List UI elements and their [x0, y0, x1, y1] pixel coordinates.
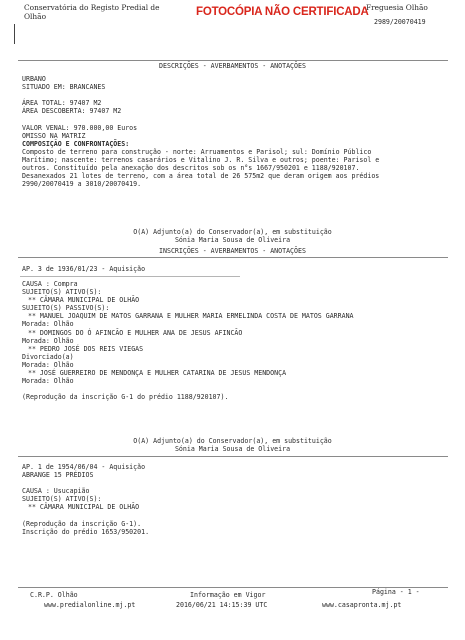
footer-site-casapronta[interactable]: www.casapronta.mj.pt	[322, 601, 402, 609]
composicao-line: 2990/20070419 a 3010/20070419.	[22, 180, 142, 189]
ap-line: Morada: Olhão	[22, 377, 74, 386]
footer-datetime: 2016/06/21 14:15:39 UTC	[176, 601, 268, 609]
ap-line	[22, 479, 149, 487]
parish-label: Freguesia Olhão	[366, 3, 428, 12]
inscricoes-divider	[18, 257, 448, 258]
descricoes-signature-role: O(A) Adjunto(a) do Conservador(a), em substituição	[133, 228, 332, 236]
ap1-signature-name: Sónia Maria Sousa de Oliveira	[174, 445, 291, 453]
scan-mark	[14, 24, 15, 44]
footer-office: C.R.P. Olhão	[30, 591, 78, 599]
ap1-details	[22, 280, 354, 401]
ap-party: ** CÂMARA MUNICIPAL DE OLHÃO	[28, 503, 140, 512]
field-line: ÁREA DESCOBERTA: 97407 M2	[22, 107, 122, 116]
descricoes-fields	[22, 75, 379, 188]
footer-info: Informação em Vigor	[190, 591, 266, 599]
ap-line: Inscrição do prédio 1653/950201.	[22, 527, 150, 536]
property-reference: 2989/20070419	[374, 18, 426, 26]
descricoes-signature-name: Sónia Maria Sousa de Oliveira	[174, 236, 291, 244]
field-line: URBANO	[22, 75, 46, 83]
footer-page-number: Página - 1 -	[372, 588, 420, 596]
ap-heading: AP. 3 de 1936/01/23 - Aquisição	[22, 265, 146, 273]
composicao-line: Marítimo; nascente: terrenos casarários e Vitalino J. R. Silva e outros; poente: Parisol e	[22, 155, 380, 164]
ap-line: Morada: Olhão	[22, 336, 74, 345]
ap-line	[22, 511, 149, 519]
ap-party: ** MANUEL JOAQUIM DE MATOS GARRANA E MULHER MARIA ERMELINDA COSTA DE MATOS GARRANA	[28, 312, 354, 321]
ap-line: ABRANGE 15 PRÉDIOS	[22, 471, 94, 479]
descricoes-title: DESCRIÇÕES - AVERBAMENTOS - ANOTAÇÕES	[159, 62, 306, 70]
ap1-signature-role: O(A) Adjunto(a) do Conservador(a), em substituição	[133, 437, 332, 445]
ap-line	[22, 385, 354, 393]
ap-party: ** PEDRO JOSÉ DOS REIS VIEGAS	[28, 344, 144, 353]
field-line: ÁREA TOTAL: 97407 M2	[22, 99, 102, 108]
composicao-line: Composto de terreno para construção - norte: Arruamentos e Parisol; sul: Domínio Público	[22, 147, 372, 156]
ap-line: CAUSA : Compra	[22, 280, 78, 288]
ap-line: SUJEITO(S) ATIVO(S):	[22, 288, 102, 297]
office-name-line2: Olhão	[24, 12, 47, 21]
ap2-details	[22, 471, 149, 536]
field-line: SITUADO EM: BRANCANES	[22, 83, 106, 92]
ap-line: (Reprodução da inscrição G-1).	[22, 519, 142, 528]
ap-party: ** CÂMARA MUNICIPAL DE OLHÃO	[28, 296, 140, 305]
ap-heading: AP. 1 de 1954/06/04 - Aquisição	[22, 463, 146, 471]
non-certified-stamp: FOTOCÓPIA NÃO CERTIFICADA	[196, 6, 369, 18]
ap-line: (Reprodução da inscrição G-1 do prédio 1188/920107).	[22, 393, 229, 402]
composicao-line: outros. Constituído pela anexação dos descritos sob os n°s 1667/950201 e 1188/920107.	[22, 164, 360, 173]
ap-separator	[18, 456, 448, 457]
field-line	[22, 115, 379, 123]
inscricoes-title: INSCRIÇÕES - AVERBAMENTOS - ANOTAÇÕES	[159, 247, 306, 255]
ap-line: SUJEITO(S) PASSIVO(S):	[22, 304, 110, 313]
office-name-line1: Conservatória do Registo Predial de	[24, 3, 160, 12]
composicao-line: Desanexados 21 lotes de terreno, com a área total de 26 575m2 que deram origem aos prédios	[22, 172, 380, 181]
composicao-title: COMPOSIÇÃO E CONFRONTAÇÕES:	[22, 139, 130, 148]
ap-line: Morada: Olhão	[22, 320, 74, 329]
ap-line: SUJEITO(S) ATIVO(S):	[22, 495, 102, 504]
footer-site-predialonline[interactable]: www.predialonline.mj.pt	[44, 601, 136, 609]
ap-line: Morada: Olhão	[22, 360, 74, 369]
header-divider	[18, 60, 448, 61]
ap-divider	[20, 276, 240, 277]
ap-line: CAUSA : Usucapião	[22, 487, 90, 496]
field-line: VALOR VENAL: 970.000,00 Euros	[22, 123, 138, 132]
ap-party: ** JOSÉ GUERREIRO DE MENDONÇA E MULHER CATARINA DE JESUS MENDONÇA	[28, 369, 287, 378]
ap-line: Divorciado(a)	[22, 352, 74, 361]
field-line: OMISSO NA MATRIZ	[22, 131, 86, 140]
ap-party: ** DOMINGOS DO Ó AFINCÃO E MULHER ANA DE JESUS AFINCÃO	[28, 328, 243, 337]
